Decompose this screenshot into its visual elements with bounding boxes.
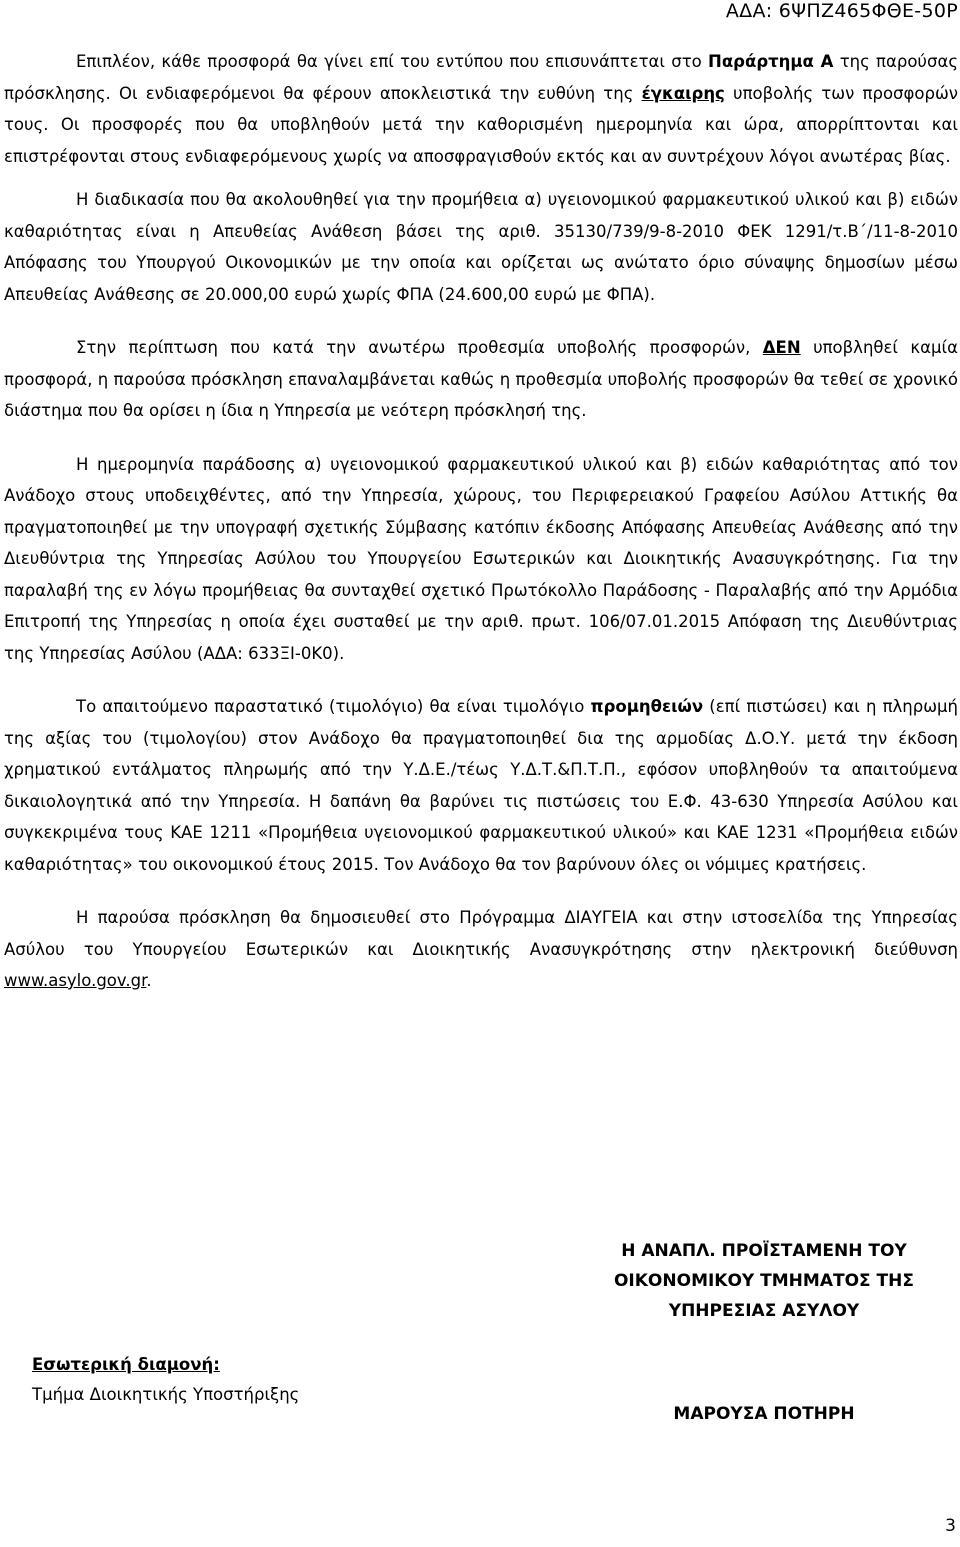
supplies-emphasis: προμηθειών [590, 697, 704, 716]
text: Η ημερομηνία παράδοσης α) υγειονομικού φαρμακευτικού υλικού και β) ειδών καθαριότητας από τον Ανάδοχο στους υποδειχθέντες, από την Υπηρεσία, χώρους, του Περιφερειακού Γραφείου Ασύλου Αττικής θα πραγματοποιηθεί με την υπογραφή σχετικής Σύμβασης κατόπιν έκδοσης Απόφασης Απευθείας Ανάθεσης από την Διευθύντρια της Υπηρεσίας Ασύλου του Υπουργείου Εσωτερικών και Διοικητικής Ανασυγκρότησης. Για την παραλαβή της εν λόγω προμήθειας θα συνταχθεί σχετικό Πρωτόκολλο Παράδοσης - Παραλαβής από την Αρμόδια Επιτροπή της Υπηρεσίας η οποία έχει συσταθεί με την αριθ. πρωτ. 106/07.01.2015 Απόφαση της Διευθύντριας της Υπηρεσίας Ασύλου (ΑΔΑ: 633ΞΙ-0Κ0). [4, 454, 958, 663]
internal-distribution-title: Εσωτερική διαμονή: [32, 1355, 220, 1374]
den-emphasis: ΔΕΝ [762, 338, 801, 357]
timely-emphasis: έγκαιρης [641, 83, 725, 103]
signature-title-line1: Η ΑΝΑΠΛ. ΠΡΟΪΣΤΑΜΕΝΗ ΤΟΥ [621, 1241, 907, 1261]
document-code: ΑΔΑ: 6ΨΠΖ465ΦΘΕ-50Ρ [725, 0, 958, 22]
signature-title-line2: ΟΙΚΟΝΟΜΙΚΟΥ ΤΜΗΜΑΤΟΣ ΤΗΣ [613, 1271, 914, 1291]
internal-distribution [32, 1350, 299, 1410]
text: . [146, 971, 152, 990]
text: Το απαιτούμενο παραστατικό (τιμολόγιο) θα είναι τιμολόγιο [76, 697, 591, 716]
paragraph-procedure [4, 184, 958, 310]
signature-block [594, 1236, 934, 1326]
paragraph-delivery [4, 449, 958, 670]
text: Η διαδικασία που θα ακολουθηθεί για την προμήθεια α) υγειονομικού φαρμακευτικού υλικού και β) ειδών καθαριότητας είναι η Απευθείας Ανάθεση βάσει της αριθ. 35130/739/9-8-2010 ΦΕΚ 1291/τ.Β΄/11-8-2010 Απόφασης του Υπουργού Οικονομικών με την οποία και ορίζεται ως ανώτατο όριο σύναψης δημοσίων μέσω Απευθείας Ανάθεσης σε 20.000,00 ευρώ χωρίς ΦΠΑ (24.600,00 ευρώ με ΦΠΑ). [4, 190, 958, 304]
document-body [4, 46, 958, 997]
page-number: 3 [945, 1516, 956, 1536]
text: Η παρούσα πρόσκληση θα δημοσιευθεί στο Πρόγραμμα ΔΙΑΥΓΕΙΑ και στην ιστοσελίδα της Υπηρεσίας Ασύλου του Υπουργείου Εσωτερικών και Διοικητικής Ανασυγκρότησης στην ηλεκτρονική διεύθυνση [4, 908, 958, 959]
text: Επιπλέον, κάθε προσφορά θα γίνει επί του εντύπου που επισυνάπτεται στο [76, 52, 709, 71]
paragraph-submission [4, 46, 958, 172]
paragraph-publication [4, 902, 958, 997]
text: της παρούσας πρόσκλησης. Οι ενδιαφερόμενοι θα φέρουν αποκλειστικά την ευθύνη της [4, 52, 959, 103]
annex-reference: Παράρτημα Α [708, 52, 834, 71]
website-link[interactable]: www.asylo.gov.gr [4, 971, 147, 990]
text: υποβολής των προσφορών τους. Οι προσφορές που θα υποβληθούν μετά την καθορισμένη ημερομηνία και ώρα, απορρίπτονται και επιστρέφονται στους ενδιαφερόμενους χωρίς να αποσφραγισθούν εκτός και αν συντρέχουν λόγοι ανωτέρας βίας. [4, 83, 958, 166]
signature-title-line3: ΥΠΗΡΕΣΙΑΣ ΑΣΥΛΟΥ [668, 1301, 860, 1321]
text: (επί πιστώσει) και η πληρωμή της αξίας του (τιμολογίου) στον Ανάδοχο θα πραγματοποιηθεί δια της αρμοδίας Δ.Ο.Υ. μετά την έκδοση χρηματικού εντάλματος πληρωμής από την Υ.Δ.Ε./τέως Υ.Δ.Τ.&Π.Τ.Π., εφόσον υποβληθούν τα απαιτούμενα δικαιολογητικά από την Υπηρεσία. Η δαπάνη θα βαρύνει τις πιστώσεις του Ε.Φ. 43-630 Υπηρεσία Ασύλου και συγκεκριμένα τους ΚΑΕ 1211 «Προμήθεια υγειονομικού φαρμακευτικού υλικού» και ΚΑΕ 1231 «Προμήθεια ειδών καθαριότητας» του οικονομικού έτους 2015. Τον Ανάδοχο θα τον βαρύνουν όλες οι νόμιμες κρατήσεις. [4, 697, 959, 874]
text: Στην περίπτωση που κατά την ανωτέρω προθεσμία υποβολής προσφορών, [76, 338, 763, 357]
text: υποβληθεί καμία προσφορά, η παρούσα πρόσκληση επαναλαμβάνεται καθώς η προθεσμία υποβολής προσφορών θα τεθεί σε χρονικό διάστημα που θα ορίσει η ίδια η Υπηρεσία με νεότερη πρόσκλησή της. [4, 338, 958, 420]
internal-distribution-department: Τμήμα Διοικητικής Υποστήριξης [32, 1385, 300, 1404]
signatory-name: ΜΑΡΟΥΣΑ ΠΟΤΗΡΗ [673, 1404, 855, 1424]
paragraph-invoice [4, 691, 958, 880]
paragraph-no-offer [4, 332, 958, 427]
